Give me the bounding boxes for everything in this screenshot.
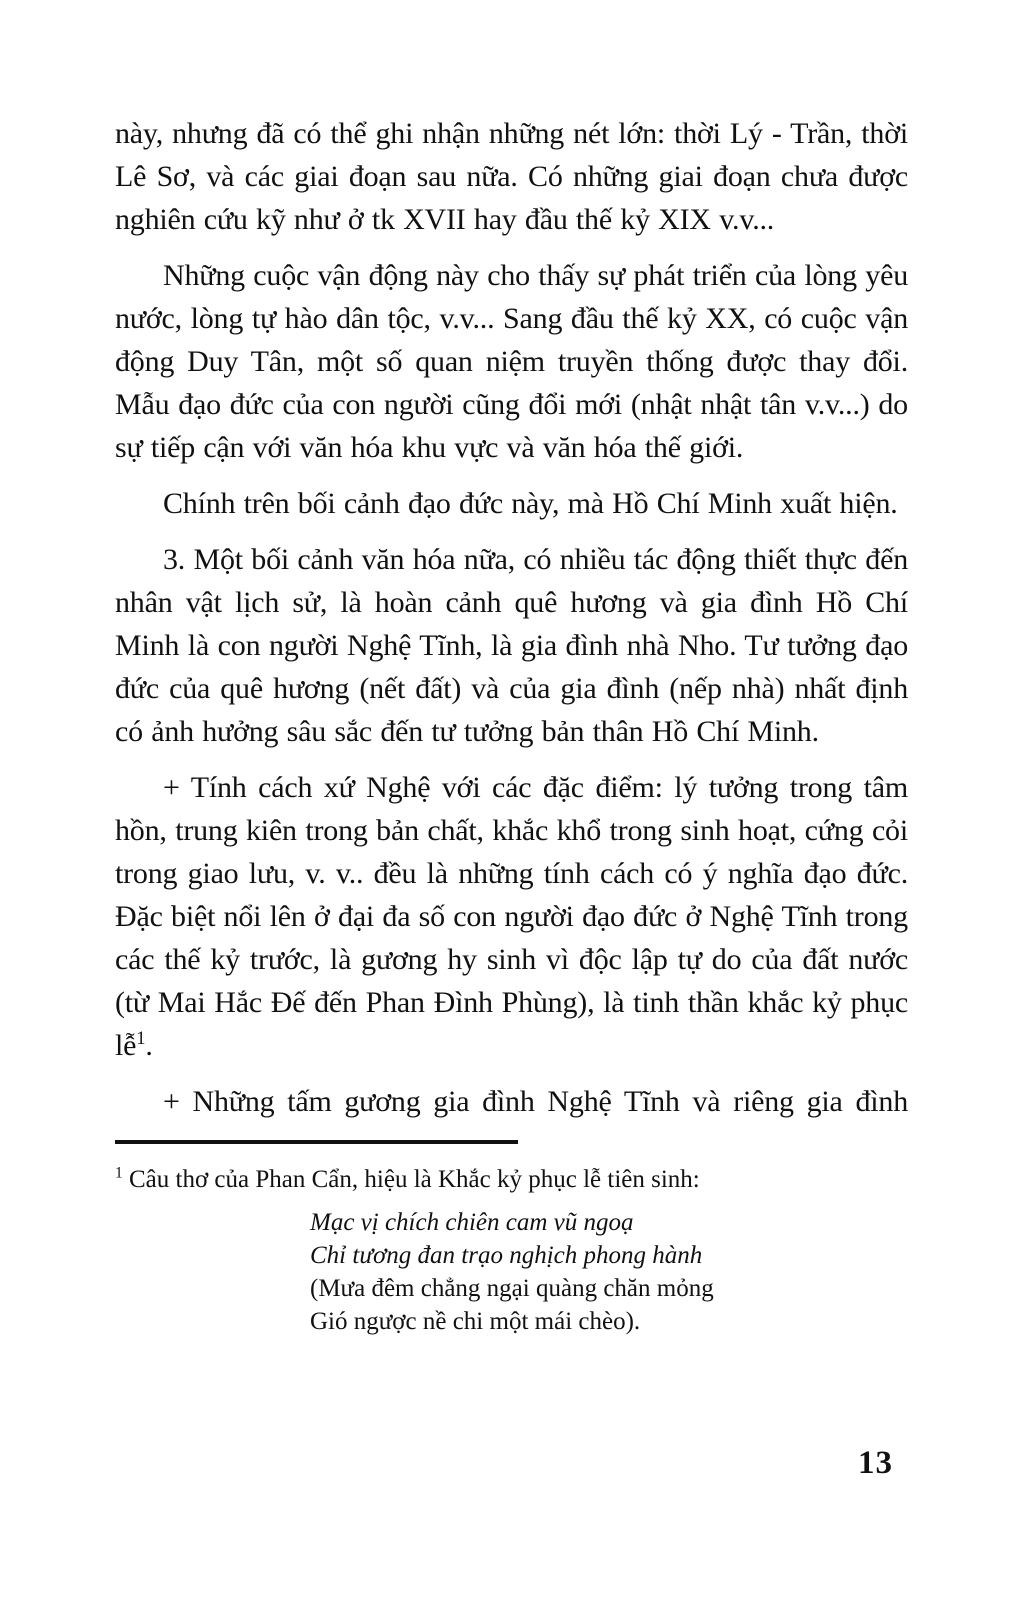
paragraph-text-after-ref: .	[145, 1029, 153, 1062]
footnote-translation-line: Gió ngược nề chi một mái chèo).	[310, 1308, 641, 1335]
paragraph: Những cuộc vận động này cho thấy sự phát triển của lòng yêu nước, lòng tự hào dân tộc, v.v... Sang đầu thế kỷ XX, có cuộc vận động Duy Tân, một số quan niệm truyền thống được thay đổi. Mẫu đạo đức của con người cũng đổi mới (nhật nhật tân v.v...) do sự tiếp cận với văn hóa khu vực và văn hóa thế giới.	[115, 259, 908, 464]
footnote-reference: 1	[136, 1028, 146, 1049]
paragraph-text: + Tính cách xứ Nghệ với các đặc điểm: lý tưởng trong tâm hồn, trung kiên trong bản chất, khắc khổ trong sinh hoạt, cứng cỏi trong giao lưu, v. v.. đều là những tính cách có ý nghĩa đạo đức. Đặc biệt nổi lên ở đại đa số con người đạo đức ở Nghệ Tĩnh trong các thế kỷ trước, là gương hy sinh vì độc lập tự do của đất nước (từ Mai Hắc Đế đến Phan Đình Phùng), là tinh thần khắc kỷ phục lễ	[115, 771, 908, 1062]
footnote-section	[115, 1140, 908, 1338]
paragraph-with-footnote	[115, 766, 908, 1067]
footnote-intro-text: Câu thơ của Phan Cẩn, hiệu là Khắc kỷ phục lễ tiên sinh:	[129, 1166, 700, 1193]
paragraph-continuation: này, nhưng đã có thể ghi nhận những nét lớn: thời Lý - Trần, thời Lê Sơ, và các giai đoạn sau nữa. Có những giai đoạn chưa được nghiên cứu kỹ như ở tk XVII hay đầu thế kỷ XIX v.v...	[115, 117, 908, 236]
footnote-verse-line: Chỉ tương đan trạo nghịch phong hành	[310, 1242, 703, 1269]
footnote-divider	[115, 1140, 518, 1144]
footnote-intro	[115, 1164, 908, 1196]
footnote-translation-line: (Mưa đêm chẳng ngại quàng chăn mỏng	[310, 1275, 714, 1302]
paragraph: Chính trên bối cảnh đạo đức này, mà Hồ Chí Minh xuất hiện.	[163, 487, 898, 520]
footnote-marker: 1	[115, 1164, 123, 1182]
footnote-verse-line: Mạc vị chích chiên cam vũ ngoạ	[310, 1209, 634, 1236]
paragraph-continuing-next-page: + Những tấm gương gia đình Nghệ Tĩnh và riêng gia đình	[163, 1085, 908, 1118]
page-body	[115, 112, 908, 1338]
page-number: 13	[858, 1445, 893, 1481]
paragraph-numbered-3: 3. Một bối cảnh văn hóa nữa, có nhiều tác động thiết thực đến nhân vật lịch sử, là hoàn cảnh quê hương và gia đình Hồ Chí Minh là con người Nghệ Tĩnh, là gia đình nhà Nho. Tư tưởng đạo đức của quê hương (nết đất) và của gia đình (nếp nhà) nhất định có ảnh hưởng sâu sắc đến tư tưởng bản thân Hồ Chí Minh.	[115, 543, 908, 748]
